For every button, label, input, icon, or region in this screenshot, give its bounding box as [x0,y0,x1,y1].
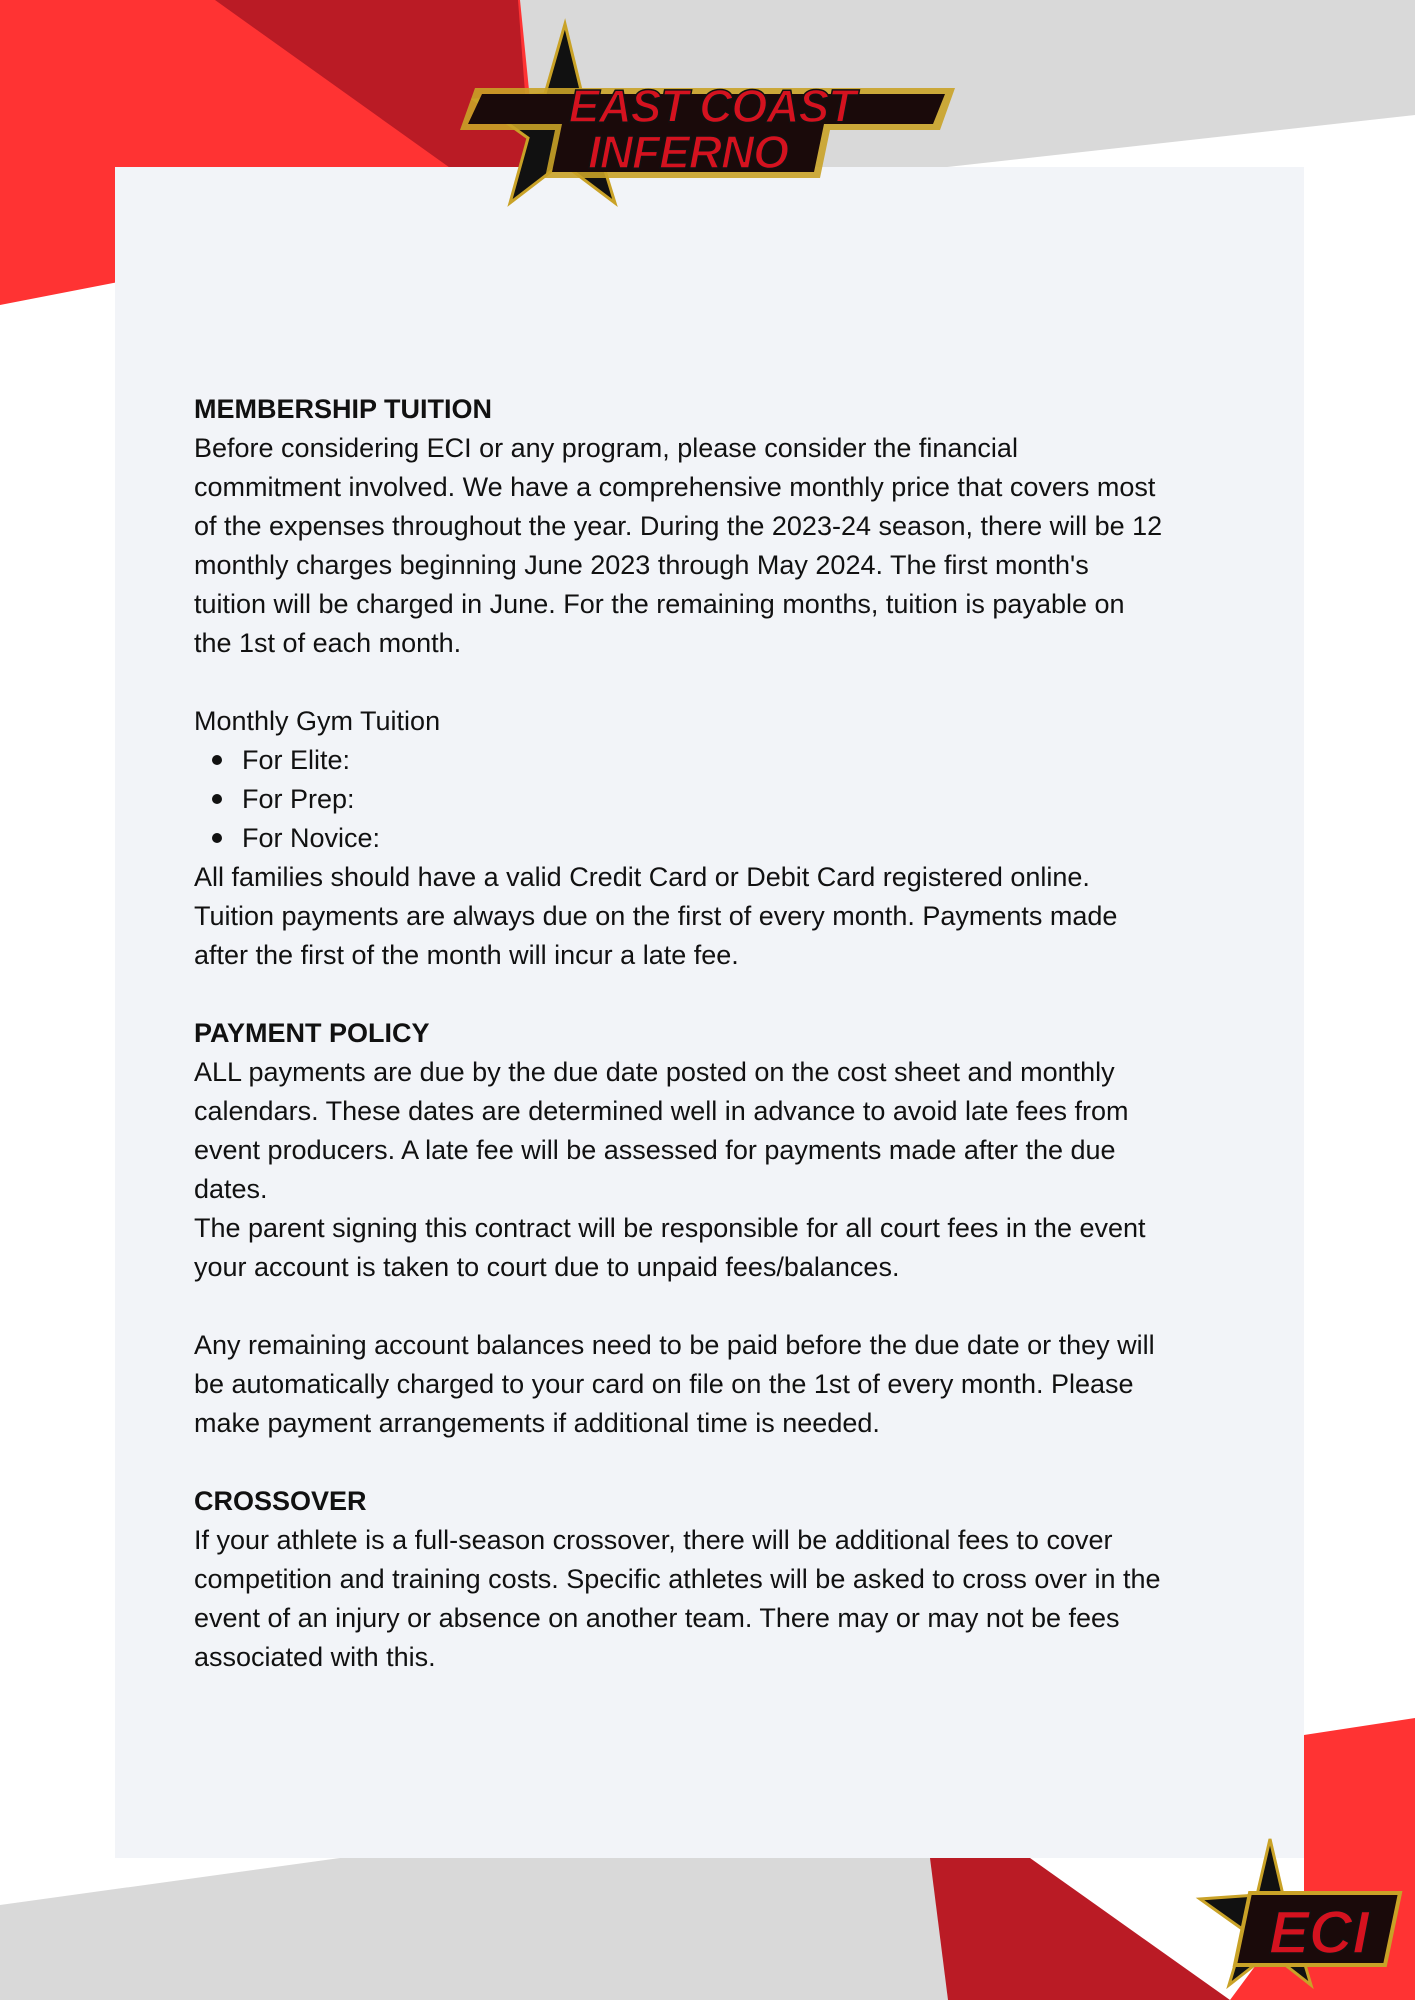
crossover-paragraph [194,1521,1234,1677]
text-line: the 1st of each month. [194,628,462,658]
text-line: ALL payments are due by the due date posted on the cost sheet and monthly [194,1057,1115,1087]
bullet-icon [212,833,222,843]
text-line: The parent signing this contract will be responsible for all court fees in the event [194,1213,1146,1243]
list-item [194,819,1234,858]
payment-paragraph-1 [194,1053,1234,1209]
list-item [194,741,1234,780]
monthly-tuition-label: Monthly Gym Tuition [194,706,441,736]
text-line: If your athlete is a full-season crossover, there will be additional fees to cover [194,1525,1113,1555]
document-card [115,167,1304,1858]
membership-heading: MEMBERSHIP TUITION [194,394,493,424]
eci-logo [1195,1835,1415,1990]
text-line: associated with this. [194,1642,436,1672]
spacer [194,663,1234,702]
payment-paragraph-2 [194,1209,1234,1287]
text-line: dates. [194,1174,268,1204]
east-coast-inferno-logo [450,18,970,218]
text-line: event producers. A late fee will be assessed for payments made after the due [194,1135,1116,1165]
tier-label: For Novice: [242,823,381,853]
text-line: of the expenses throughout the year. During the 2023-24 season, there will be 12 [194,511,1163,541]
tuition-tier-list [194,741,1234,858]
logo-line2: INFERNO [588,126,788,178]
document-body [194,390,1234,1677]
text-line: calendars. These dates are determined well in advance to avoid late fees from [194,1096,1129,1126]
text-line: event of an injury or absence on another team. There may or may not be fees [194,1603,1120,1633]
list-item [194,780,1234,819]
text-line: commitment involved. We have a comprehensive monthly price that covers most [194,472,1156,502]
text-line: after the first of the month will incur a late fee. [194,940,739,970]
text-line: tuition will be charged in June. For the remaining months, tuition is payable on [194,589,1125,619]
bottom-gray-band [0,1858,1000,2000]
bullet-icon [212,755,222,765]
tier-label: For Elite: [242,745,351,775]
membership-paragraph [194,429,1234,663]
logo-line1: EAST COAST [568,80,856,132]
spacer [194,1443,1234,1482]
text-line: Before considering ECI or any program, please consider the financial [194,433,1018,463]
spacer [194,1287,1234,1326]
bottom-right-darkred-shape [930,1858,1230,2000]
bullet-icon [212,794,222,804]
text-line: make payment arrangements if additional time is needed. [194,1408,880,1438]
spacer [194,975,1234,1014]
eci-logo-text: ECI [1268,1899,1370,1966]
text-line: monthly charges beginning June 2023 through May 2024. The first month's [194,550,1089,580]
tier-label: For Prep: [242,784,355,814]
text-line: Tuition payments are always due on the first of every month. Payments made [194,901,1118,931]
crossover-heading: CROSSOVER [194,1486,367,1516]
card-note-paragraph [194,858,1234,975]
payment-policy-heading: PAYMENT POLICY [194,1018,430,1048]
text-line: Any remaining account balances need to be paid before the due date or they will [194,1330,1155,1360]
text-line: your account is taken to court due to unpaid fees/balances. [194,1252,900,1282]
text-line: be automatically charged to your card on file on the 1st of every month. Please [194,1369,1134,1399]
payment-paragraph-3 [194,1326,1234,1443]
text-line: All families should have a valid Credit Card or Debit Card registered online. [194,862,1090,892]
text-line: competition and training costs. Specific athletes will be asked to cross over in the [194,1564,1161,1594]
